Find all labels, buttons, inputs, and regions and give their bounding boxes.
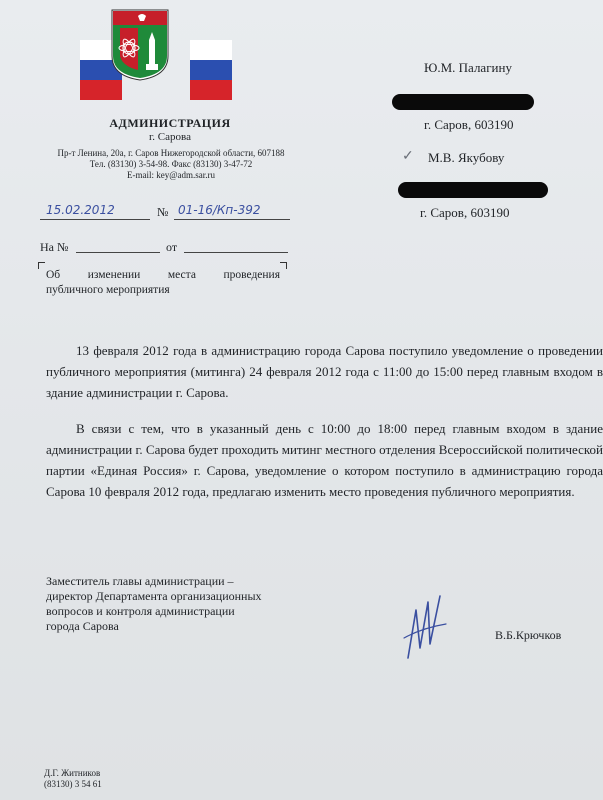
org-title: АДМИНИСТРАЦИЯ bbox=[109, 116, 231, 130]
recipient-1-city: г. Саров, 603190 bbox=[424, 117, 514, 132]
recipient-1-name: Ю.М. Палагину bbox=[424, 60, 512, 75]
check-mark-icon: ✓ bbox=[402, 149, 414, 164]
signatory-title-line: Заместитель главы администрации – bbox=[46, 574, 234, 588]
body-paragraph-1 bbox=[46, 340, 603, 403]
footer-phone: (83130) 3 54 61 bbox=[44, 779, 102, 789]
number-handwritten: 01-16/Кп-392 bbox=[178, 203, 261, 217]
redaction-bar-1 bbox=[392, 94, 534, 110]
redaction-bar-2 bbox=[398, 182, 548, 198]
footer-author: Д.Г. Житников bbox=[44, 768, 101, 778]
recipient-2-city: г. Саров, 603190 bbox=[420, 205, 510, 220]
incoming-date-rule bbox=[184, 252, 288, 253]
signatory-title bbox=[46, 574, 316, 634]
signatory-title-line: города Сарова bbox=[46, 619, 119, 633]
signatory-title-line: директор Департамента организационных bbox=[46, 589, 262, 603]
org-address bbox=[36, 148, 306, 181]
coat-of-arms-icon bbox=[110, 8, 170, 82]
subject-bracket-left bbox=[38, 262, 45, 269]
date-handwritten: 15.02.2012 bbox=[46, 203, 115, 217]
number-label: № bbox=[157, 205, 169, 219]
incoming-number-label: На № bbox=[40, 240, 69, 254]
email-line: E-mail: key@adm.sar.ru bbox=[126, 170, 215, 180]
incoming-date-label: от bbox=[166, 240, 178, 254]
subject bbox=[46, 268, 280, 298]
body-paragraph-1-text: 13 февраля 2012 года в администрацию города Сарова поступило уведомление о проведении публичного мероприятия (митинга) 24 февраля 2012 года с 11:00 до 15:00 перед главным входом в здание администрации г. Сарова. bbox=[46, 343, 603, 400]
date-rule bbox=[40, 219, 150, 220]
body-paragraph-2-text: В связи с тем, что в указанный день с 10:00 до 18:00 перед главным входом в здание администрации г. Сарова будет проходить митинг местного отделения Всероссийской политической партии «Единая Россия» г. Сарова, уведомление о котором поступило в администрацию города Сарова 10 февраля 2012 года, предлагаю изменить место проведения публичного мероприятия. bbox=[46, 421, 603, 499]
phone-line: Тел. (83130) 3-54-98. Факс (83130) 3-47-72 bbox=[89, 159, 253, 169]
signatory-title-line: вопросов и контроля администрации bbox=[46, 604, 235, 618]
signature-icon bbox=[396, 588, 456, 668]
incoming-number-rule bbox=[76, 252, 160, 253]
footer bbox=[44, 768, 102, 790]
body-paragraph-2 bbox=[46, 418, 603, 502]
subject-bracket-right bbox=[280, 262, 287, 269]
subject-line-2: публичного мероприятия bbox=[46, 284, 170, 296]
recipient-2-name: М.В. Якубову bbox=[428, 150, 505, 165]
russian-flag-right-icon bbox=[190, 40, 232, 100]
subject-line-1: Об изменении места проведения bbox=[46, 269, 280, 281]
org-city: г. Сарова bbox=[149, 131, 191, 143]
number-rule bbox=[174, 219, 290, 220]
address-line: Пр-т Ленина, 20а, г. Саров Нижегородской области, 607188 bbox=[57, 148, 285, 158]
signatory-name: В.Б.Крючков bbox=[495, 628, 562, 642]
